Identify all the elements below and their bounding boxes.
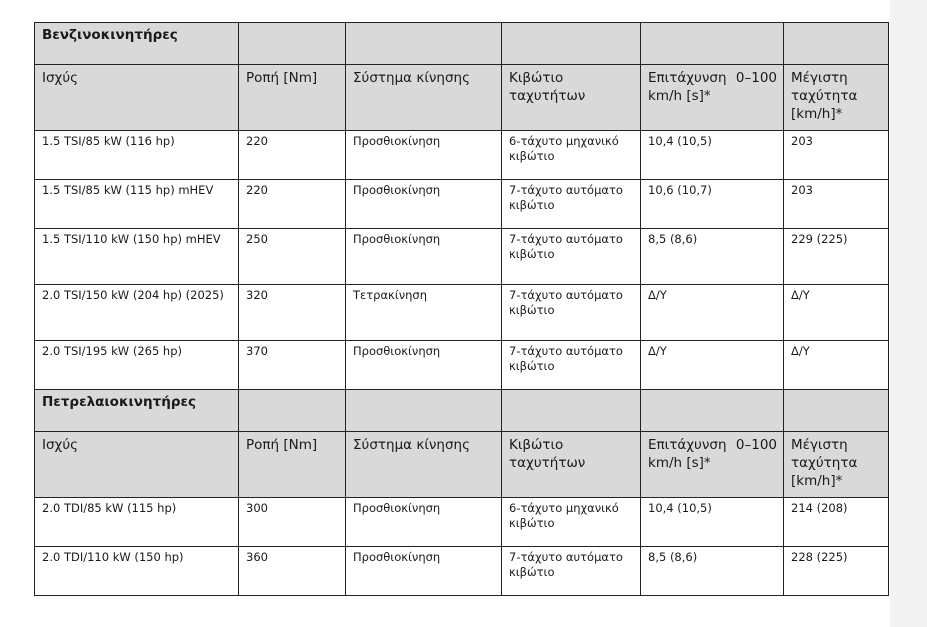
header-gearbox: Κιβώτιο ταχυτήτων	[502, 432, 641, 498]
cell-acceleration: 10,6 (10,7)	[641, 180, 784, 229]
cell-gearbox: 7-τάχυτο αυτόματο κιβώτιο	[502, 285, 641, 341]
cell-acceleration: 8,5 (8,6)	[641, 229, 784, 285]
cell-top-speed: 229 (225)	[784, 229, 889, 285]
header-drive: Σύστημα κίνησης	[346, 65, 502, 131]
cell-acceleration: 10,4 (10,5)	[641, 498, 784, 547]
cell-drive: Τετρακίνηση	[346, 285, 502, 341]
header-acceleration: Επιτάχυνση 0–100 km/h [s]*	[641, 432, 784, 498]
cell-acceleration: 8,5 (8,6)	[641, 547, 784, 596]
cell-top-speed: 214 (208)	[784, 498, 889, 547]
cell-acceleration: Δ/Υ	[641, 285, 784, 341]
cell-acceleration: 10,4 (10,5)	[641, 131, 784, 180]
header-row	[35, 65, 889, 131]
cell-power: 2.0 TSI/150 kW (204 hp) (2025)	[35, 285, 239, 341]
cell-top-speed: 228 (225)	[784, 547, 889, 596]
cell-torque: 250	[239, 229, 346, 285]
header-row	[35, 432, 889, 498]
header-power: Ισχύς	[35, 432, 239, 498]
cell-gearbox: 7-τάχυτο αυτόματο κιβώτιο	[502, 180, 641, 229]
cell-drive: Προσθιοκίνηση	[346, 498, 502, 547]
table-row	[35, 131, 889, 180]
cell-torque: 220	[239, 131, 346, 180]
table-row	[35, 341, 889, 390]
cell-top-speed: Δ/Υ	[784, 341, 889, 390]
cell-power: 1.5 TSI/110 kW (150 hp) mHEV	[35, 229, 239, 285]
cell-power: 2.0 TDI/85 kW (115 hp)	[35, 498, 239, 547]
page-gutter	[890, 0, 927, 627]
section-title: Πετρελαιοκινητήρες	[35, 390, 239, 432]
table-row	[35, 285, 889, 341]
cell-gearbox: 6-τάχυτο μηχανικό κιβώτιο	[502, 498, 641, 547]
cell-power: 2.0 TDI/110 kW (150 hp)	[35, 547, 239, 596]
cell-top-speed: 203	[784, 180, 889, 229]
cell-acceleration: Δ/Υ	[641, 341, 784, 390]
table-row	[35, 180, 889, 229]
cell-drive: Προσθιοκίνηση	[346, 229, 502, 285]
cell-torque: 220	[239, 180, 346, 229]
engine-spec-table	[34, 22, 889, 596]
header-gearbox: Κιβώτιο ταχυτήτων	[502, 65, 641, 131]
header-top-speed: Μέγιστη ταχύτητα [km/h]*	[784, 432, 889, 498]
table-row	[35, 229, 889, 285]
cell-gearbox: 7-τάχυτο αυτόματο κιβώτιο	[502, 547, 641, 596]
section-row-petrol	[35, 23, 889, 65]
cell-drive: Προσθιοκίνηση	[346, 131, 502, 180]
header-torque: Ροπή [Nm]	[239, 432, 346, 498]
cell-top-speed: 203	[784, 131, 889, 180]
cell-torque: 320	[239, 285, 346, 341]
cell-power: 2.0 TSI/195 kW (265 hp)	[35, 341, 239, 390]
cell-torque: 360	[239, 547, 346, 596]
section-row-diesel	[35, 390, 889, 432]
header-drive: Σύστημα κίνησης	[346, 432, 502, 498]
cell-torque: 300	[239, 498, 346, 547]
cell-drive: Προσθιοκίνηση	[346, 180, 502, 229]
cell-power: 1.5 TSI/85 kW (116 hp)	[35, 131, 239, 180]
table-row	[35, 547, 889, 596]
header-torque: Ροπή [Nm]	[239, 65, 346, 131]
header-power: Ισχύς	[35, 65, 239, 131]
cell-gearbox: 7-τάχυτο αυτόματο κιβώτιο	[502, 229, 641, 285]
cell-drive: Προσθιοκίνηση	[346, 547, 502, 596]
cell-power: 1.5 TSI/85 kW (115 hp) mHEV	[35, 180, 239, 229]
cell-top-speed: Δ/Υ	[784, 285, 889, 341]
cell-drive: Προσθιοκίνηση	[346, 341, 502, 390]
header-top-speed: Μέγιστη ταχύτητα [km/h]*	[784, 65, 889, 131]
section-title: Βενζινοκινητήρες	[35, 23, 239, 65]
header-acceleration: Επιτάχυνση 0–100 km/h [s]*	[641, 65, 784, 131]
cell-gearbox: 6-τάχυτο μηχανικό κιβώτιο	[502, 131, 641, 180]
table-row	[35, 498, 889, 547]
cell-gearbox: 7-τάχυτο αυτόματο κιβώτιο	[502, 341, 641, 390]
cell-torque: 370	[239, 341, 346, 390]
